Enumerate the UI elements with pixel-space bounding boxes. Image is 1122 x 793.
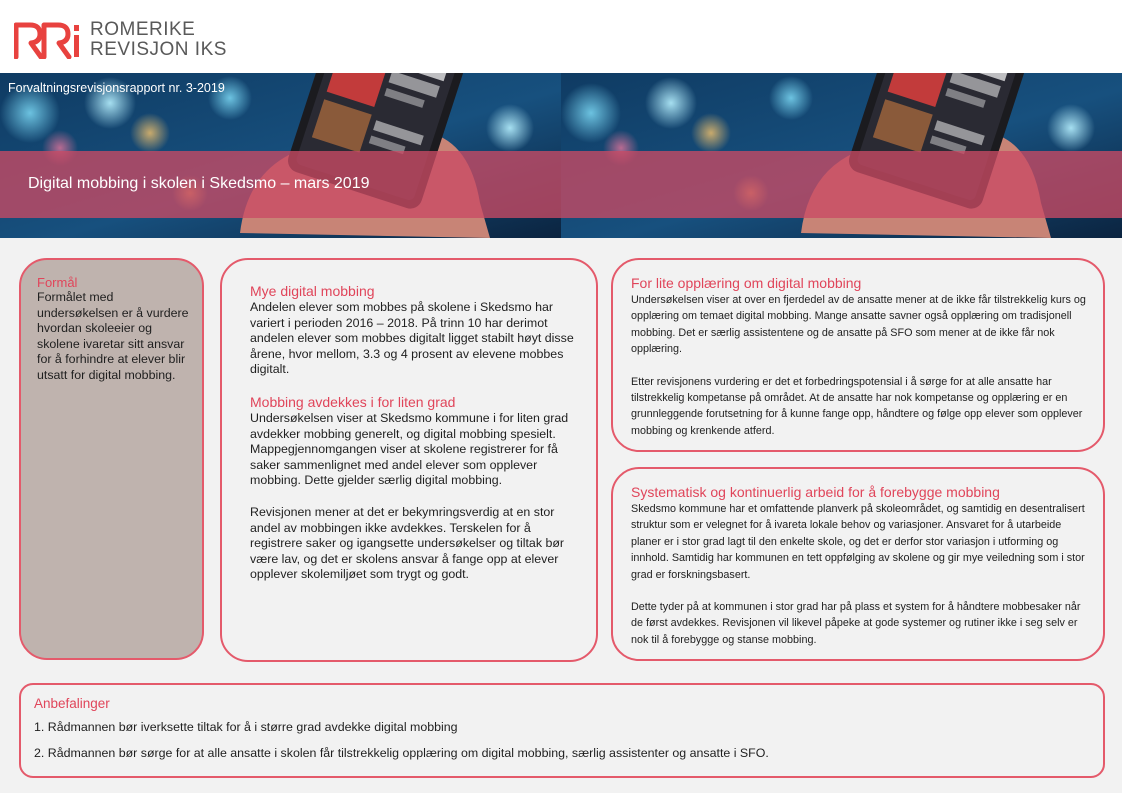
report-number: Forvaltningsrevisjonsrapport nr. 3-2019 (8, 81, 225, 95)
purpose-heading: Formål (37, 275, 78, 290)
detection-text: Undersøkelsen viser at Skedsmo kommune i for liten grad avdekker mobbing generelt, og digital mobbing spesielt. Mappegjennomgangen viser at skolene registrerer for få saker sammenlignet med andel elever som opplever mobbing. Dette gjelder særlig digital mobbing. (250, 410, 569, 488)
recommendations-heading: Anbefalinger (34, 696, 110, 711)
prevention-heading: Systematisk og kontinuerlig arbeid for å forebygge mobbing (631, 484, 1000, 500)
detection-heading: Mobbing avdekkes i for liten grad (250, 393, 456, 410)
findings-box (220, 258, 598, 662)
training-text: Undersøkelsen viser at over en fjerdedel av de ansatte mener at de ikke får tilstrekkelig kurs og opplæring om temaet digital mobbing. Mange ansatte savner også opplæring om tradisjonell mobbing. Det er særlig assistentene og de ansatte på SFO som mener at de ikke får nok opplæring. (631, 294, 1086, 356)
recommendation-item-2: 2. Rådmannen bør sørge for at alle ansatte i skolen får tilstrekkelig opplæring om digital mobbing, særlig assistenter og ansatte i SFO. (34, 746, 769, 760)
detection-assessment-text: Revisjonen mener at det er bekymringsverdig at en stor andel av mobbingen ikke avdekkes. Terskelen for å registrere saker og igangsette undersøkelser og tiltak bør være lav, og det er skolens ansvar å fange opp at elever opplever skolemiljøet som trygt og godt. (250, 504, 565, 582)
training-heading: For lite opplæring om digital mobbing (631, 275, 862, 291)
banner (0, 73, 1122, 238)
prevention-box (611, 467, 1105, 661)
romerike-revisjon-logo-mark (14, 21, 82, 59)
training-box (611, 258, 1105, 452)
prevention-text: Skedsmo kommune har et omfattende planverk på skoleområdet, og samtidig en desentralisert struktur som er velegnet for å ivareta lokale behov og variasjoner. Ansvaret for å utarbeide planer er i stor grad lagt til den enkelte skole, og det er derfor stor variasjon i utforming og innhold. Samtidig har kommunen en tett oppfølging av skolene og gir mye veiledning som i stor grad er forskningsbasert. (631, 503, 1085, 581)
purpose-text: Formålet med undersøkelsen er å vurdere hvordan skoleeier og skolene ivaretar sitt ansvar for å forhindre at elever blir utsatt for digital mobbing. (37, 290, 189, 382)
top-bar (0, 0, 1122, 73)
recommendation-item-1: 1. Rådmannen bør iverksette tiltak for å i større grad avdekke digital mobbing (34, 720, 458, 734)
digital-bullying-heading: Mye digital mobbing (250, 283, 375, 299)
prevention-assessment-text: Dette tyder på at kommunen i stor grad har på plass et system for å håndtere mobbesaker når de først avdekkes. Revisjonen vil likevel påpeke at gode systemer og rutiner ikke i seg selv er nok til å forebygge og stanse mobbing. (631, 601, 1081, 646)
logo-line-1: ROMERIKE (90, 19, 196, 40)
digital-bullying-text: Andelen elever som mobbes på skolene i Skedsmo har variert i perioden 2016 – 2018. På trinn 10 har derimot andelen elever som mobbes digitalt ligget stabilt høyt disse årene, hvor mellom, 3.3 og 4 prosent av elevene mobbes digitalt. (250, 300, 574, 377)
logo-wordmark (90, 20, 227, 60)
training-assessment-text: Etter revisjonens vurdering er det et forbedringspotensial i å sørge for at alle ansatte har tilstrekkelig kompetanse på området. At de ansatte har nok kompetanse og opplæring er en grunnleggende forutsetning for å kunne fange opp, håndtere og følge opp elever som opplever mobbing og krenkende atferd. (631, 375, 1083, 437)
page-title: Digital mobbing i skolen i Skedsmo – mars 2019 (28, 175, 370, 192)
recommendations-box (19, 683, 1105, 778)
purpose-box (19, 258, 204, 660)
logo-line-2: REVISJON IKS (90, 39, 227, 60)
